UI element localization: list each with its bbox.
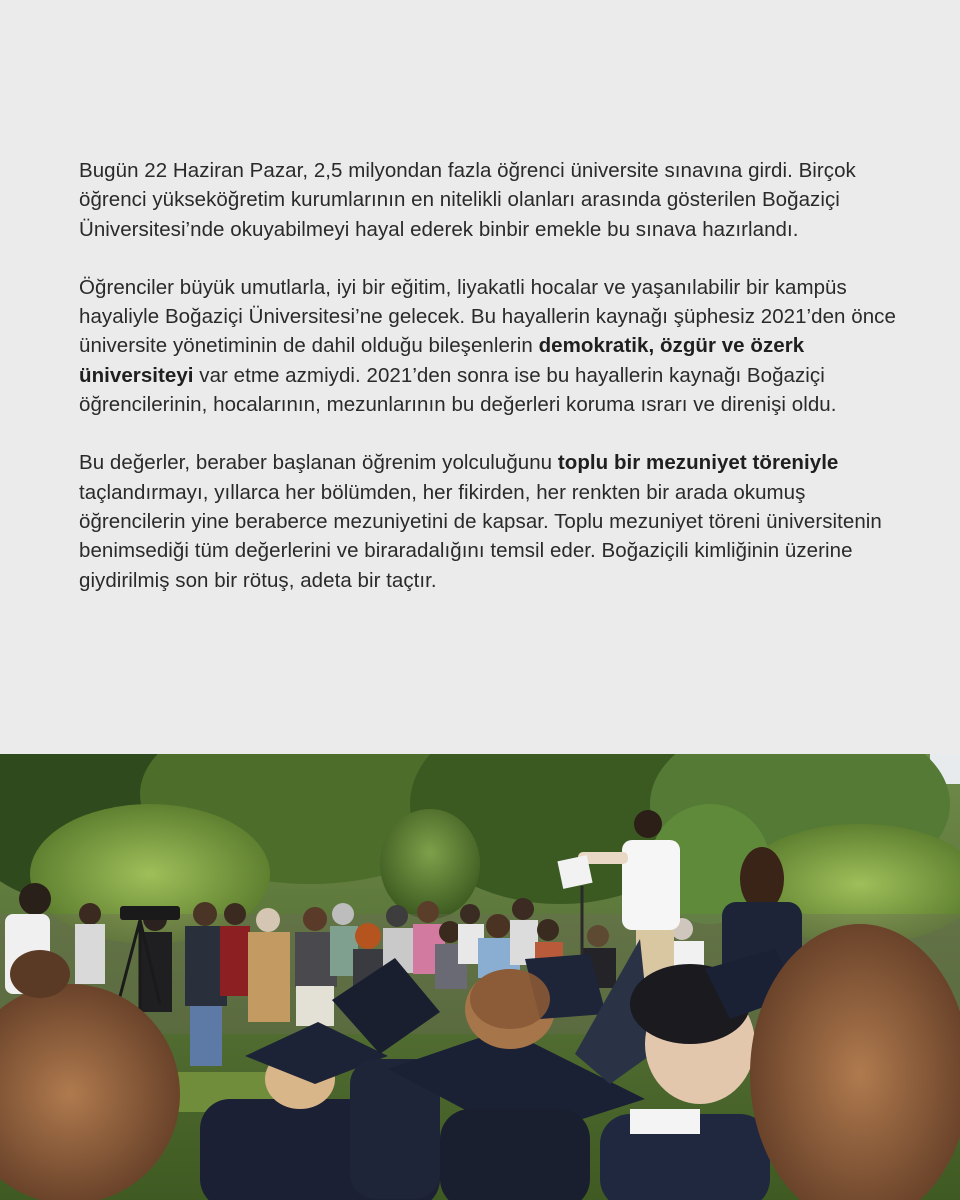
paragraph-3-text-start: Bu değerler, beraber başlanan öğrenim yolculuğunu	[79, 451, 558, 475]
paragraph-3-emphasis: toplu bir mezuniyet töreniyle	[557, 451, 839, 475]
graduation-ceremony-photo	[0, 754, 960, 1200]
paragraph-2-text-start: Öğrenciler büyük umutlarla, iyi bir eğitim, liyakatli hocalar ve yaşanılabilir bir kampüs hayaliyle Boğaziçi Üniversitesi’ne gelecek. Bu hayallerin kaynağı şüphesiz 2021’den önce üniversite yönetiminin de dahil olduğu bileşenlerin	[79, 275, 896, 358]
paragraph-3-text-end: taçlandırmayı, yıllarca her bölümden, her fikirden, her renkten bir arada okumuş öğrencilerin yine beraberce mezuniyetini de kapsar. Toplu mezuniyet töreni üniversitenin benimsediği tüm değerlerini ve biraradalığını temsil eder. Boğaziçili kimliğinin üzerine giydirilmiş son bir rötuş, adeta bir taçtır.	[79, 480, 882, 592]
paragraph-2	[79, 273, 909, 419]
paragraph-1-text: Bugün 22 Haziran Pazar, 2,5 milyondan fazla öğrenci üniversite sınavına girdi. Birçok öğrenci yükseköğretim kurumlarının en nitelikli olanları arasında gösterilen Boğaziçi Üniversitesi’nde okuyabilmeyi hayal ederek binbir emekle bu sınava hazırlandı.	[79, 159, 856, 241]
paragraph-3	[79, 448, 909, 594]
paragraph-2-emphasis: demokratik, özgür ve özerk üniversiteyi	[79, 334, 805, 387]
photo-illustration	[0, 754, 960, 1200]
paragraph-1	[79, 156, 909, 244]
paragraph-2-text-end: var etme azmiydi. 2021’den sonra ise bu hayallerin kaynağı Boğaziçi öğrencilerinin, hocalarının, mezunlarının bu değerleri koruma ısrarı ve direnişi oldu.	[79, 363, 837, 417]
article-body	[79, 156, 909, 624]
